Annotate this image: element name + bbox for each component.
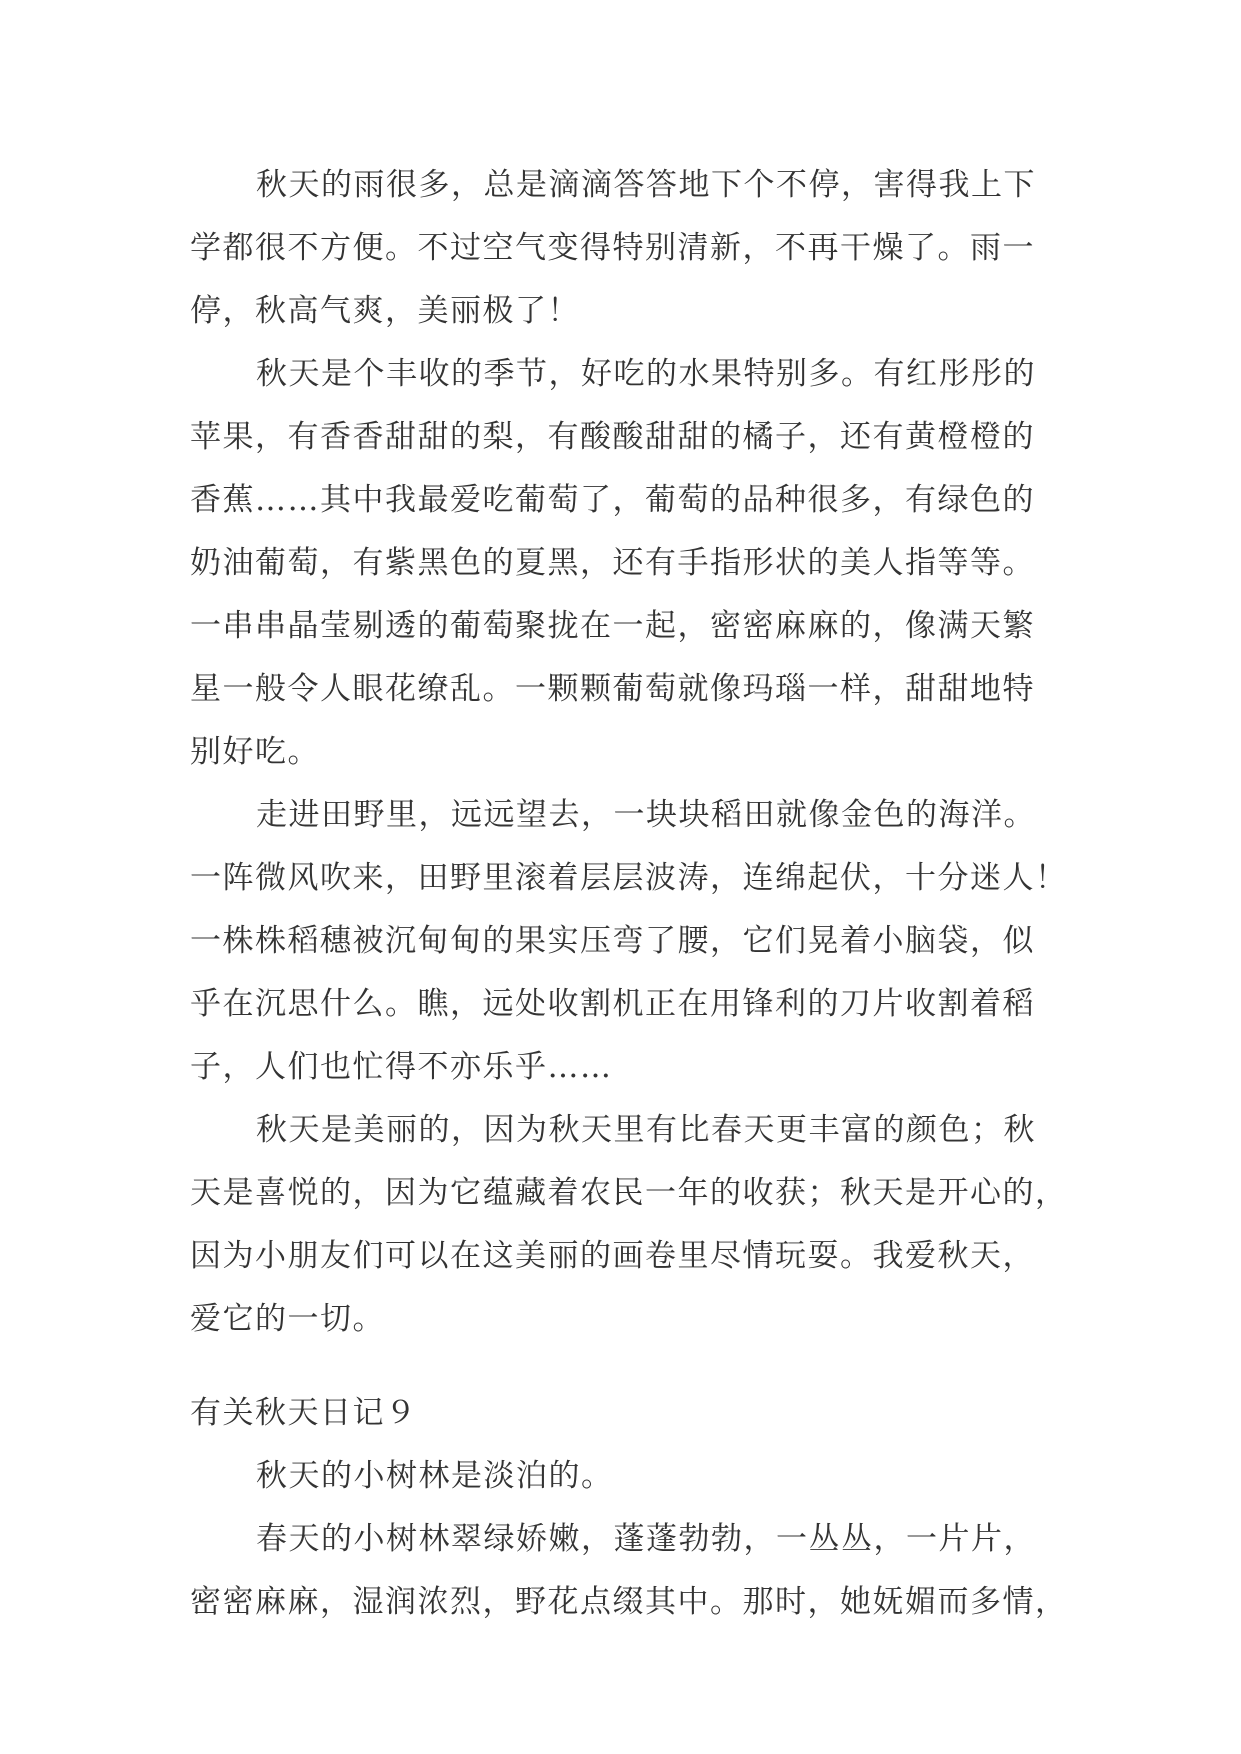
paragraph-line: 秋天是个丰收的季节，好吃的水果特别多。有红彤彤的 xyxy=(256,356,1036,392)
paragraph-line: 秋天是美丽的，因为秋天里有比春天更丰富的颜色；秋 xyxy=(256,1112,1036,1148)
paragraph-line: 奶油葡萄，有紫黑色的夏黑，还有手指形状的美人指等等。 xyxy=(190,545,1035,581)
paragraph-line: 春天的小树林翠绿娇嫩，蓬蓬勃勃，一丛丛，一片片， xyxy=(256,1521,1036,1557)
paragraph-line: 一株株稻穗被沉甸甸的果实压弯了腰，它们晃着小脑袋，似 xyxy=(190,923,1035,959)
paragraph-line: 停，秋高气爽，美丽极了！ xyxy=(190,293,580,329)
paragraph-line: 苹果，有香香甜甜的梨，有酸酸甜甜的橘子，还有黄橙橙的 xyxy=(190,419,1035,455)
paragraph-line: 走进田野里，远远望去，一块块稻田就像金色的海洋。 xyxy=(256,797,1036,833)
paragraph-line: 一串串晶莹剔透的葡萄聚拢在一起，密密麻麻的，像满天繁 xyxy=(190,608,1035,644)
section-title: 有关秋天日记９ xyxy=(190,1395,418,1431)
paragraph-line: 秋天的小树林是淡泊的。 xyxy=(256,1458,614,1494)
paragraph-line: 学都很不方便。不过空气变得特别清新，不再干燥了。雨一 xyxy=(190,230,1035,266)
paragraph-line: 因为小朋友们可以在这美丽的画卷里尽情玩耍。我爱秋天， xyxy=(190,1238,1035,1274)
paragraph-line: 乎在沉思什么。瞧，远处收割机正在用锋利的刀片收割着稻 xyxy=(190,986,1035,1022)
paragraph-line: 秋天的雨很多，总是滴滴答答地下个不停，害得我上下 xyxy=(256,167,1036,203)
paragraph-line: 别好吃。 xyxy=(190,734,320,770)
paragraph-line: 子，人们也忙得不亦乐乎…… xyxy=(190,1049,613,1085)
paragraph-line: 星一般令人眼花缭乱。一颗颗葡萄就像玛瑙一样，甜甜地特 xyxy=(190,671,1035,707)
paragraph-line: 爱它的一切。 xyxy=(190,1301,385,1337)
paragraph-line: 密密麻麻，湿润浓烈，野花点缀其中。那时，她妩媚而多情， xyxy=(190,1584,1068,1620)
paragraph-line: 天是喜悦的，因为它蕴藏着农民一年的收获；秋天是开心的， xyxy=(190,1175,1068,1211)
paragraph-line: 香蕉……其中我最爱吃葡萄了，葡萄的品种很多，有绿色的 xyxy=(190,482,1035,518)
paragraph-line: 一阵微风吹来，田野里滚着层层波涛，连绵起伏，十分迷人！ xyxy=(190,860,1068,896)
